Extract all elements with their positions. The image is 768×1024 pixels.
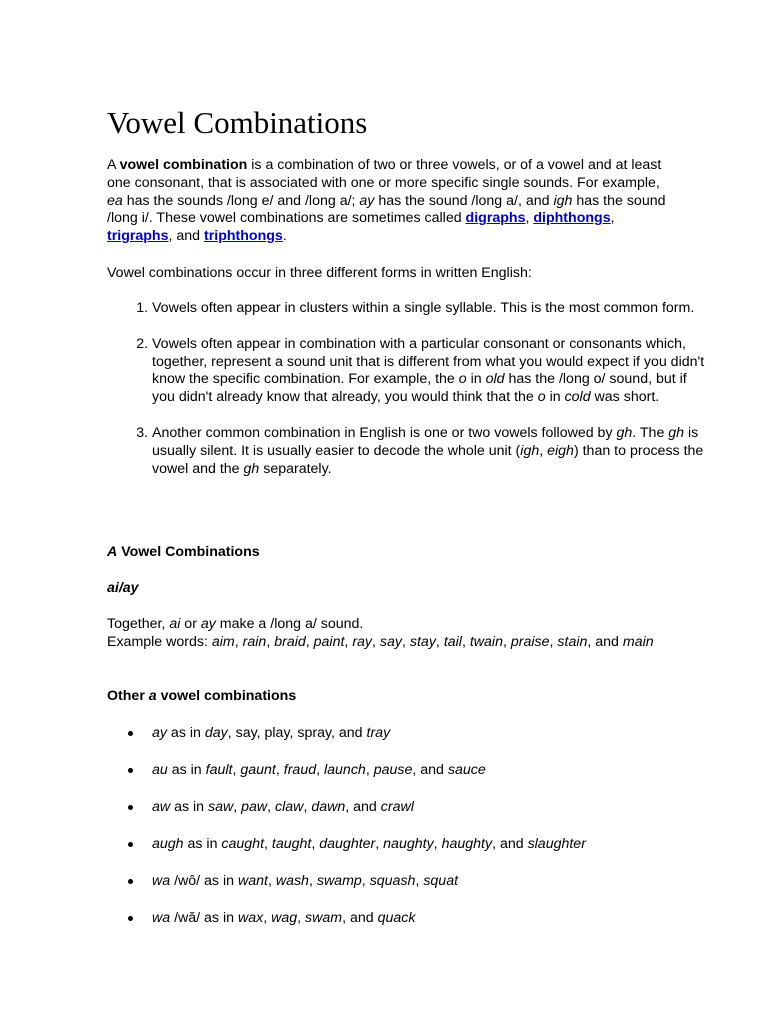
form-text: separately. <box>259 460 332 477</box>
combo-label: wa <box>152 910 171 927</box>
separator: , <box>297 910 306 927</box>
example-word: launch <box>324 762 366 779</box>
example-words-label: Example words: <box>107 633 212 650</box>
separator: , <box>415 873 424 890</box>
separator: , <box>525 210 534 227</box>
form-item-3 <box>152 425 712 478</box>
example-word: slaughter <box>527 836 586 853</box>
combo-label: wa <box>152 873 171 890</box>
combo-text: as in <box>167 762 206 779</box>
link-diphthongs[interactable]: diphthongs <box>533 210 611 227</box>
ai-ay-description <box>107 616 667 652</box>
example-word: squash <box>369 873 416 890</box>
example-word: squat <box>423 873 459 890</box>
separator: , <box>461 633 470 650</box>
desc-text: or <box>180 616 201 632</box>
separator: , <box>264 836 272 853</box>
example-eigh: eigh <box>547 442 574 459</box>
combo-item-au <box>152 762 712 780</box>
separator: , and <box>587 633 623 650</box>
separator: , <box>303 799 312 816</box>
separator: , <box>267 873 276 890</box>
separator: , <box>305 633 314 650</box>
forms-intro: Vowel combinations occur in three different forms in written English: <box>107 265 532 281</box>
example-ai: ai <box>169 616 181 632</box>
separator: , and <box>342 910 378 927</box>
combo-text: as in <box>183 836 222 853</box>
combo-text: /wă/ as in <box>170 910 238 927</box>
example-word: dawn <box>311 799 346 816</box>
other-combinations-list <box>107 725 712 948</box>
example-o: o <box>458 371 467 388</box>
example-word: fault <box>205 762 233 779</box>
form-text: ) than to process the vowel and the <box>152 442 704 477</box>
separator: , and <box>168 228 204 245</box>
example-word: tail <box>443 633 462 650</box>
example-word: main <box>622 633 654 650</box>
separator: , <box>361 873 370 890</box>
intro-text: has the sound /long a/, and <box>374 192 554 209</box>
example-word: wash <box>275 873 309 890</box>
combo-label: ay <box>152 725 167 741</box>
example-word: say <box>379 633 402 650</box>
separator: , <box>375 836 384 853</box>
separator: , <box>263 910 272 927</box>
separator: , <box>610 210 615 227</box>
form-text: . The <box>632 424 669 441</box>
separator: . <box>282 228 287 245</box>
example-word: want <box>237 873 268 890</box>
example-word: swam <box>305 910 343 927</box>
example-word: wag <box>271 910 298 927</box>
subheading-text: ai/ay <box>107 580 139 596</box>
form-text: has the /long o/ sound, but if you didn't already know that already, you would think that the <box>152 371 687 406</box>
separator: , <box>372 633 380 650</box>
separator: , and <box>345 799 381 816</box>
separator: , <box>316 762 324 779</box>
combo-text: as in <box>166 725 205 741</box>
combo-item-ay <box>152 725 712 743</box>
example-word: braid <box>274 633 306 650</box>
form-item-1: 1. Vowels often appear in clusters within a single syllable. This is the most common form. <box>152 300 712 318</box>
example-word: quack <box>377 910 416 927</box>
example-old: old <box>485 371 505 388</box>
separator: , <box>365 762 374 779</box>
combo-item-wa-wa <box>152 910 712 928</box>
desc-text: Together, <box>107 616 170 632</box>
link-trigraphs[interactable]: trigraphs <box>107 228 169 245</box>
intro-text: has the sounds /long e/ and /long a/; <box>122 192 360 209</box>
form-text: Another common combination in English is one or two vowels followed by <box>152 424 617 441</box>
example-word: paint <box>313 633 345 650</box>
intro-text: is a combination of two or three vowels, or of a vowel and at least one consonant, that is associated with one or more specific single sounds. For example, <box>107 157 662 191</box>
link-triphthongs[interactable]: triphthongs <box>204 228 283 245</box>
example-word: pause <box>373 762 413 779</box>
subheading-ai-ay <box>107 580 667 598</box>
separator: , <box>502 633 511 650</box>
term-vowel-combination: vowel combination <box>119 157 248 173</box>
form-text: in <box>545 389 565 406</box>
combo-item-aw <box>152 799 712 817</box>
example-word: taught <box>271 836 312 853</box>
combo-text: as in <box>170 799 208 816</box>
separator: , <box>433 836 442 853</box>
example-word: twain <box>469 633 503 650</box>
separator: , <box>232 762 241 779</box>
separator: , <box>435 633 444 650</box>
example-words <box>212 634 654 650</box>
form-text: was short. <box>590 389 660 406</box>
example-word: tray <box>366 725 391 741</box>
example-word: ray <box>352 633 373 650</box>
example-word: stain <box>557 633 588 650</box>
page-title: Vowel Combinations <box>107 105 368 140</box>
form-text: , <box>539 442 548 459</box>
example-ay: ay <box>359 192 375 209</box>
combo-text: /wô/ as in <box>170 873 238 890</box>
example-gh: gh <box>616 424 633 441</box>
combo-label: au <box>152 762 168 779</box>
example-ay: ay <box>200 616 216 632</box>
separator: , <box>233 799 242 816</box>
section-heading-text: Vowel Combinations <box>117 544 260 560</box>
example-word: swamp <box>316 873 362 890</box>
combo-label: aw <box>152 799 171 816</box>
example-word: stay <box>409 633 436 650</box>
example-word: wax <box>237 910 264 927</box>
example-cold: cold <box>564 389 591 406</box>
example-word: haughty <box>441 836 493 853</box>
example-word: crawl <box>380 799 414 816</box>
form-text: is usually silent. It is usually easier to decode the whole unit ( <box>152 424 699 459</box>
separator: , <box>266 633 275 650</box>
example-word: day <box>204 725 228 741</box>
separator: , <box>549 633 558 650</box>
example-word: daughter <box>319 836 376 853</box>
forms-list <box>107 300 712 496</box>
intro-text: A <box>107 157 120 173</box>
section-heading <box>107 544 667 562</box>
example-word: saw <box>208 799 234 816</box>
separator: , <box>275 762 284 779</box>
example-o: o <box>537 389 546 406</box>
intro-text: has the sound /long i/. These vowel combinations are sometimes called <box>107 192 666 227</box>
combo-item-augh <box>152 836 712 854</box>
desc-text: make a /long a/ sound. <box>215 616 364 632</box>
form-text: in <box>466 371 486 388</box>
combo-label: augh <box>152 836 184 853</box>
form-item-2 <box>152 336 712 407</box>
link-digraphs[interactable]: digraphs <box>465 210 526 227</box>
separator: , <box>344 633 353 650</box>
example-word: caught <box>221 836 265 853</box>
section-letter: A <box>107 544 118 560</box>
separator: , and <box>492 836 528 853</box>
other-heading-text: Other <box>107 688 149 704</box>
example-word: rain <box>242 633 267 650</box>
other-heading-text: vowel combinations <box>156 688 297 704</box>
example-word: sauce <box>447 762 486 779</box>
other-heading-letter: a <box>148 688 157 704</box>
intro-paragraph <box>107 157 667 246</box>
example-gh: gh <box>668 424 685 441</box>
example-igh: igh <box>520 442 540 459</box>
example-word: paw <box>241 799 268 816</box>
example-ea: ea <box>107 192 123 209</box>
separator: , <box>402 633 410 650</box>
separator: , <box>311 836 320 853</box>
example-word: claw <box>275 799 304 816</box>
form-text: Vowels often appear in combination with a particular consonant or consonants which, together, represent a sound unit that is different from what you would expect if you didn't know the specific combination. For example, the <box>152 335 705 388</box>
example-word: gaunt <box>240 762 276 779</box>
separator: , and <box>412 762 448 779</box>
example-igh: igh <box>553 192 573 209</box>
other-heading <box>107 688 667 706</box>
example-word: aim <box>211 633 235 650</box>
combo-text: , say, play, spray, and <box>227 725 367 741</box>
example-gh: gh <box>243 460 260 477</box>
combo-item-wa-wo <box>152 873 712 891</box>
separator: , <box>267 799 276 816</box>
example-word: fraud <box>283 762 317 779</box>
example-word: praise <box>510 633 550 650</box>
separator: , <box>308 873 317 890</box>
example-word: naughty <box>383 836 434 853</box>
separator: , <box>234 633 243 650</box>
